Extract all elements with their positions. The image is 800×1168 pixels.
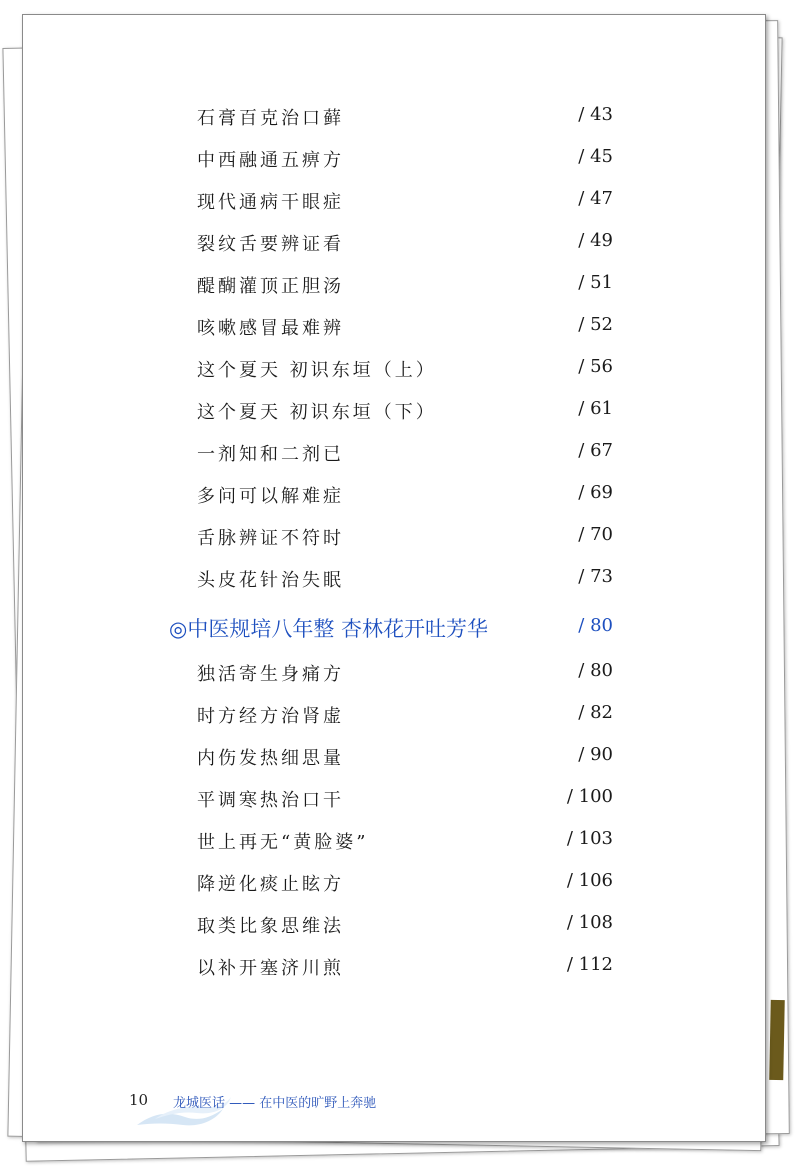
toc-entry-page: / 112 <box>566 954 613 975</box>
toc-entry-page: / 67 <box>578 440 613 461</box>
toc-entry[interactable] <box>197 230 613 260</box>
toc-entry[interactable] <box>197 954 613 984</box>
toc-entry[interactable] <box>197 566 613 596</box>
toc-entry-title: 时方经方治肾虚 <box>197 706 344 727</box>
toc-entry-page: / 51 <box>578 272 613 293</box>
toc-entry-page: / 82 <box>578 702 613 723</box>
toc-entry[interactable] <box>197 188 613 218</box>
toc-entry[interactable] <box>197 786 613 816</box>
toc-entry[interactable] <box>197 482 613 512</box>
toc-entry-title: 这个夏天 初识东垣（下） <box>197 402 437 423</box>
toc-entry-page: / 70 <box>578 524 613 545</box>
toc-entry[interactable] <box>197 356 613 386</box>
toc-entry-title: 取类比象思维法 <box>197 916 344 937</box>
toc-section-heading[interactable] <box>169 613 613 645</box>
toc-entry-page: / 69 <box>578 482 613 503</box>
toc-entry-page: / 47 <box>578 188 613 209</box>
toc-entry-page: / 108 <box>566 912 613 933</box>
page-number: 10 <box>129 1091 149 1109</box>
toc-entry-title: 独活寄生身痛方 <box>197 664 344 685</box>
toc-entry[interactable] <box>197 912 613 942</box>
toc-entry-page: / 61 <box>578 398 613 419</box>
toc-entry[interactable] <box>197 744 613 774</box>
toc-entry-title: 以补开塞济川煎 <box>197 958 344 979</box>
toc-entry-title: 现代通病干眼症 <box>197 192 344 213</box>
toc-entry[interactable] <box>197 146 613 176</box>
toc-entry-title: 世上再无“黄脸婆” <box>197 832 369 853</box>
toc-entry-page: / 106 <box>566 870 613 891</box>
toc-entry-title: 醍醐灌顶正胆汤 <box>197 276 344 297</box>
toc-entry-page: / 52 <box>578 314 613 335</box>
toc-entry-title: 石膏百克治口藓 <box>197 108 344 129</box>
toc-entry-page: / 56 <box>578 356 613 377</box>
toc-entry-title: 这个夏天 初识东垣（上） <box>197 360 437 381</box>
toc-entry[interactable] <box>197 524 613 554</box>
toc-entry[interactable] <box>197 272 613 302</box>
toc-entry-page: / 49 <box>578 230 613 251</box>
toc-entry[interactable] <box>197 104 613 134</box>
toc-entry-page: / 73 <box>578 566 613 587</box>
toc-entry[interactable] <box>197 828 613 858</box>
toc-entry[interactable] <box>197 702 613 732</box>
toc-entry[interactable] <box>197 314 613 344</box>
toc-entry[interactable] <box>197 660 613 690</box>
toc-entry-title: 降逆化痰止眩方 <box>197 874 344 895</box>
toc-entry-title: 一剂知和二剂已 <box>197 444 344 465</box>
section-page: / 80 <box>578 615 613 636</box>
toc-entry-page: / 43 <box>578 104 613 125</box>
toc-entry-title: 中西融通五痹方 <box>197 150 344 171</box>
toc-entry-title: 平调寒热治口干 <box>197 790 344 811</box>
toc-entry-title: 咳嗽感冒最难辨 <box>197 318 344 339</box>
cover-edge-strip <box>769 1000 785 1080</box>
toc-page <box>22 14 766 1142</box>
section-title: ◎中医规培八年整 杏林花开吐芳华 <box>169 617 488 641</box>
book-title: 龙城医话 —— 在中医的旷野上奔驰 <box>173 1096 377 1111</box>
toc-entry-title: 内伤发热细思量 <box>197 748 344 769</box>
toc-entry[interactable] <box>197 440 613 470</box>
toc-entry-page: / 80 <box>578 660 613 681</box>
toc-entry-title: 舌脉辨证不符时 <box>197 528 344 549</box>
toc-entry-title: 头皮花针治失眠 <box>197 570 344 591</box>
toc-entry-page: / 103 <box>566 828 613 849</box>
toc-entry[interactable] <box>197 870 613 900</box>
toc-entry[interactable] <box>197 398 613 428</box>
toc-entry-page: / 100 <box>566 786 613 807</box>
toc-entry-page: / 45 <box>578 146 613 167</box>
toc-entry-title: 裂纹舌要辨证看 <box>197 234 344 255</box>
toc-entry-title: 多问可以解难症 <box>197 486 344 507</box>
toc-entry-page: / 90 <box>578 744 613 765</box>
